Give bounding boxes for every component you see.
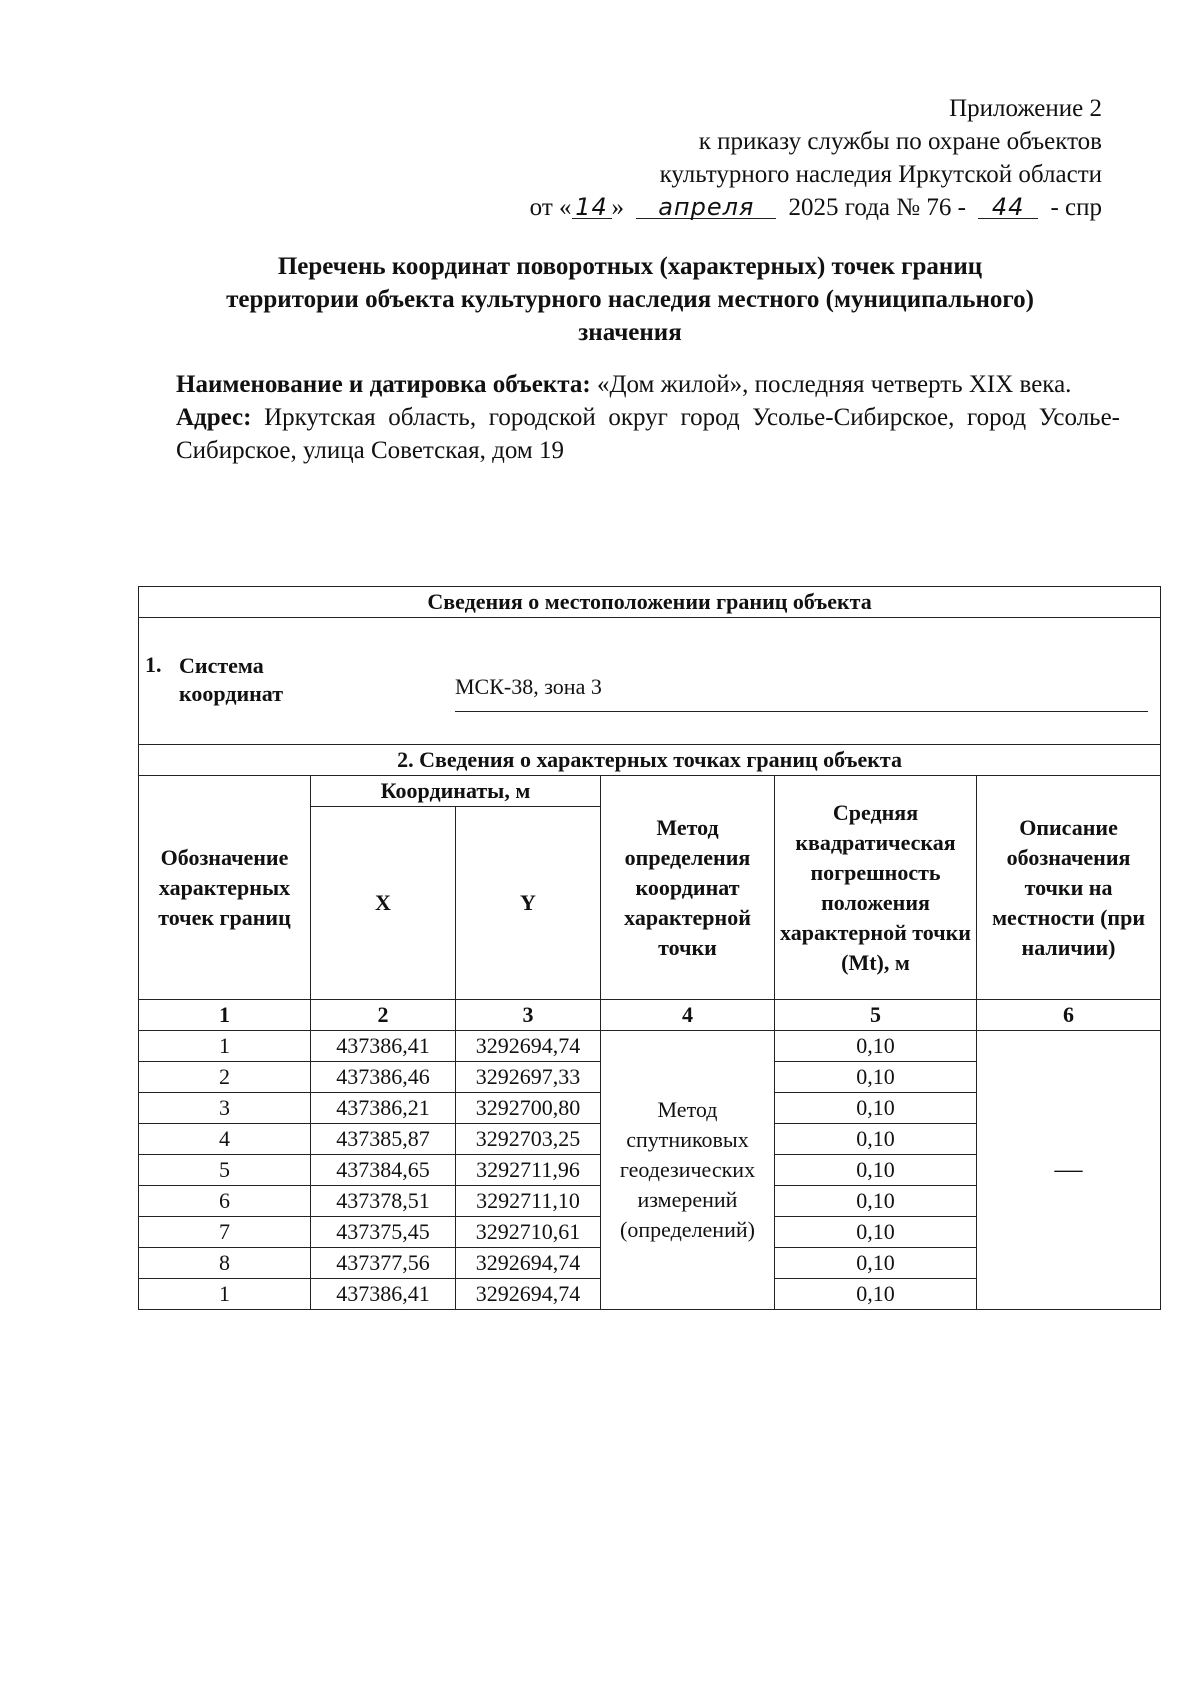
point-id: 8 xyxy=(139,1248,311,1279)
description-cell: — xyxy=(977,1031,1161,1310)
col-header-point: Обозначение характерных точек границ xyxy=(139,776,311,1000)
point-x: 437386,21 xyxy=(311,1093,456,1124)
method-cell: Метод спутниковых геодезических измерений (определений) xyxy=(601,1031,775,1310)
point-y: 3292700,80 xyxy=(456,1093,601,1124)
order-month-handwritten: апреля xyxy=(636,196,776,219)
document-title xyxy=(160,250,1100,349)
order-line xyxy=(530,191,1102,224)
point-id: 5 xyxy=(139,1155,311,1186)
order-day-handwritten: 14 xyxy=(572,196,612,219)
point-y: 3292711,10 xyxy=(456,1186,601,1217)
point-y: 3292694,74 xyxy=(456,1031,601,1062)
object-name-label: Наименование и датировка объекта: xyxy=(176,371,591,398)
column-number: 6 xyxy=(977,1000,1161,1031)
coordinates-table xyxy=(138,586,1161,1310)
object-address-paragraph xyxy=(176,401,1120,467)
point-x: 437386,41 xyxy=(311,1279,456,1310)
point-mt: 0,10 xyxy=(775,1031,977,1062)
order-prefix: от « xyxy=(529,194,572,221)
point-id: 4 xyxy=(139,1124,311,1155)
title-line-3: значения xyxy=(578,319,682,346)
section-2-header: 2. Сведения о характерных точках границ объекта xyxy=(139,745,1161,776)
appendix-line-2: культурного наследия Иркутской области xyxy=(659,161,1102,188)
title-line-2: территории объекта культурного наследия местного (муниципального) xyxy=(226,286,1034,313)
col-header-description: Описание обозначения точки на местности (при наличии) xyxy=(977,776,1161,1000)
point-id: 7 xyxy=(139,1217,311,1248)
point-y: 3292703,25 xyxy=(456,1124,601,1155)
column-number: 3 xyxy=(456,1000,601,1031)
system-label xyxy=(179,652,283,708)
point-x: 437378,51 xyxy=(311,1186,456,1217)
point-id: 6 xyxy=(139,1186,311,1217)
column-number: 1 xyxy=(139,1000,311,1031)
point-id: 2 xyxy=(139,1062,311,1093)
column-number: 4 xyxy=(601,1000,775,1031)
object-address-value: Иркутская область, городской округ город Усолье-Сибирское, город Усолье-Сибирское, улица Советская, дом 19 xyxy=(176,404,1121,464)
order-year-text: 2025 года № 76 - xyxy=(788,194,966,221)
point-mt: 0,10 xyxy=(775,1155,977,1186)
system-label-line-1: Система xyxy=(179,653,264,678)
object-address-label: Адрес: xyxy=(176,404,252,431)
point-x: 437386,41 xyxy=(311,1031,456,1062)
table-main-header: Сведения о местоположении границ объекта xyxy=(139,587,1161,618)
appendix-header xyxy=(530,92,1102,224)
column-number: 2 xyxy=(311,1000,456,1031)
title-line-1: Перечень координат поворотных (характерных) точек границ xyxy=(277,253,983,280)
point-y: 3292694,74 xyxy=(456,1279,601,1310)
point-x: 437377,56 xyxy=(311,1248,456,1279)
point-x: 437384,65 xyxy=(311,1155,456,1186)
point-mt: 0,10 xyxy=(775,1062,977,1093)
order-number-handwritten: 44 xyxy=(978,196,1038,219)
order-suffix: - спр xyxy=(1050,194,1102,221)
point-mt: 0,10 xyxy=(775,1279,977,1310)
system-value-underline xyxy=(455,711,1148,712)
point-mt: 0,10 xyxy=(775,1124,977,1155)
col-header-coordinates: Координаты, м xyxy=(311,776,601,807)
appendix-line-1: к приказу службы по охране объектов xyxy=(698,128,1102,155)
column-numbers-row xyxy=(139,1000,1161,1031)
appendix-title: Приложение 2 xyxy=(949,95,1102,122)
col-header-x: X xyxy=(311,807,456,1000)
point-y: 3292711,96 xyxy=(456,1155,601,1186)
point-id: 1 xyxy=(139,1279,311,1310)
coordinate-system-cell xyxy=(139,618,1161,745)
system-label-line-2: координат xyxy=(179,681,284,706)
order-close-quote: » xyxy=(611,194,625,221)
object-name-value: «Дом жилой», последняя четверть XIX века. xyxy=(596,371,1072,398)
object-name-paragraph xyxy=(176,368,1120,401)
table-row xyxy=(139,1031,1161,1062)
system-value: МСК-38, зона 3 xyxy=(455,674,602,699)
point-y: 3292694,74 xyxy=(456,1248,601,1279)
point-y: 3292710,61 xyxy=(456,1217,601,1248)
point-y: 3292697,33 xyxy=(456,1062,601,1093)
point-id: 1 xyxy=(139,1031,311,1062)
point-x: 437375,45 xyxy=(311,1217,456,1248)
col-header-y: Y xyxy=(456,807,601,1000)
point-x: 437386,46 xyxy=(311,1062,456,1093)
object-info xyxy=(176,368,1120,467)
point-mt: 0,10 xyxy=(775,1093,977,1124)
system-number: 1. xyxy=(145,652,162,677)
column-number: 5 xyxy=(775,1000,977,1031)
point-mt: 0,10 xyxy=(775,1186,977,1217)
col-header-method: Метод определения координат характерной точки xyxy=(601,776,775,1000)
col-header-error: Средняя квадратическая погрешность положения характерной точки (Mt), м xyxy=(775,776,977,1000)
point-id: 3 xyxy=(139,1093,311,1124)
point-x: 437385,87 xyxy=(311,1124,456,1155)
point-mt: 0,10 xyxy=(775,1248,977,1279)
point-mt: 0,10 xyxy=(775,1217,977,1248)
